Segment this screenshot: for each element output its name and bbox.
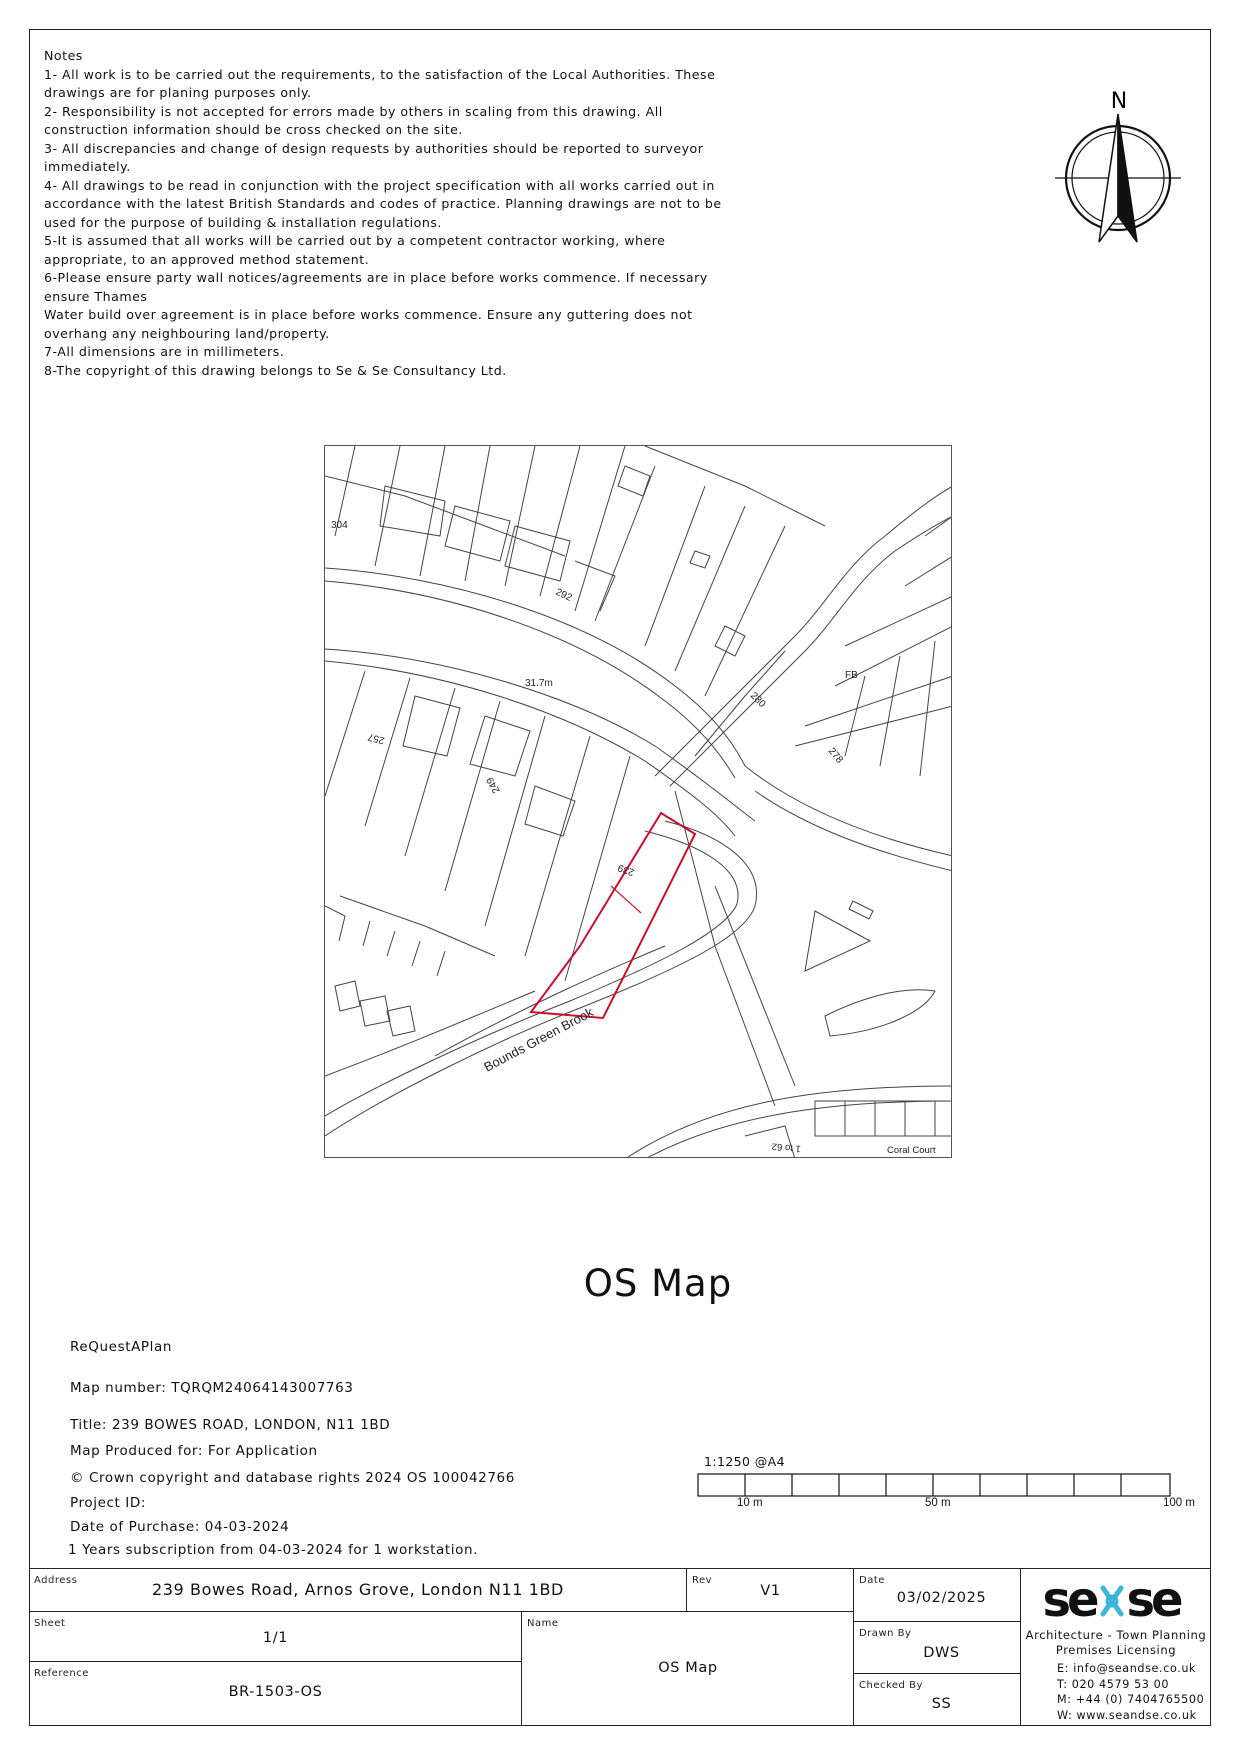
footbridge-line — [695, 651, 785, 756]
note-line: 7-All dimensions are in millimeters. — [44, 344, 285, 359]
note-line: immediately. — [44, 159, 131, 174]
date-label: Date — [859, 1575, 885, 1586]
note-line: 2- Responsibility is not accepted for errors made by others in scaling from this drawing. All — [44, 103, 663, 119]
name-cell — [522, 1612, 854, 1726]
rev-label: Rev — [692, 1575, 713, 1586]
checked-value: SS — [931, 1696, 952, 1712]
building — [849, 901, 873, 919]
purchase-date: Date of Purchase: 04-03-2024 — [70, 1519, 290, 1535]
drawn-value: DWS — [923, 1645, 960, 1661]
map-number: Map number: TQRQM24064143007763 — [70, 1380, 354, 1396]
plot-boundary — [845, 1101, 935, 1136]
road-edge — [325, 568, 745, 766]
label-brook: Bounds Green Brook — [481, 1004, 596, 1075]
drawn-cell — [854, 1622, 1021, 1674]
label-239: 239 — [616, 861, 637, 878]
road-edge — [325, 821, 757, 1136]
notes-heading: Notes — [44, 48, 83, 63]
provider: ReQuestAPlan — [70, 1339, 173, 1355]
note-line: used for the purpose of building & installation regulations. — [44, 214, 442, 230]
address-cell — [29, 1569, 687, 1612]
sheet-value: 1/1 — [262, 1630, 289, 1646]
produced-for: Map Produced for: For Application — [70, 1443, 318, 1459]
project-id: Project ID: — [70, 1495, 147, 1511]
company-logo — [1021, 1568, 1211, 1628]
scale-label: 1:1250 @A4 — [704, 1454, 785, 1469]
checked-label: Checked By — [859, 1680, 923, 1691]
reference-label: Reference — [34, 1668, 89, 1679]
label-257: 257 — [366, 730, 386, 746]
scale-tick-50: 50 m — [925, 1497, 951, 1509]
label-fb: FB — [845, 670, 858, 681]
sheet-label: Sheet — [34, 1618, 66, 1629]
logo-text-right: se — [1126, 1572, 1180, 1628]
plot-boundary — [325, 671, 630, 981]
label-249: 249 — [484, 775, 503, 795]
rev-cell — [687, 1569, 854, 1612]
company-telephone: T: 020 4579 53 00 — [1057, 1677, 1170, 1691]
subscription: 1 Years subscription from 04-03-2024 for 1 workstation. — [68, 1542, 479, 1558]
note-line: 3- All discrepancies and change of design requests by authorities should be reported to surveyor — [44, 140, 704, 156]
note-line: 8-The copyright of this drawing belongs to Se & Se Consultancy Ltd. — [44, 362, 507, 378]
building — [505, 526, 570, 581]
scale-bar — [697, 1473, 1171, 1497]
plot-boundary — [795, 596, 952, 746]
plot-boundary — [675, 791, 775, 1106]
company-tagline-1: Architecture - Town Planning — [1025, 1628, 1207, 1642]
site-boundary-inner — [611, 886, 641, 913]
scale-tick-10: 10 m — [737, 1497, 763, 1509]
date-cell — [854, 1569, 1021, 1622]
label-280: 280 — [747, 690, 768, 710]
plot-boundary — [340, 896, 495, 956]
building — [690, 551, 710, 568]
note-line: construction information should be cross checked on the site. — [44, 122, 463, 137]
name-label: Name — [527, 1618, 559, 1629]
north-label: N — [1110, 89, 1128, 114]
note-line: Water build over agreement is in place before works commence. Ensure any guttering does not — [44, 307, 693, 322]
name-value: OS Map — [658, 1660, 718, 1676]
address-value: 239 Bowes Road, Arnos Grove, London N11 1BD — [152, 1580, 564, 1599]
logo-text-left: se — [1042, 1572, 1096, 1628]
plot-boundary — [325, 906, 445, 976]
sheet-cell — [29, 1612, 522, 1662]
plot-boundary — [905, 516, 952, 586]
road-edge — [755, 791, 952, 871]
note-line: drawings are for planing purposes only. — [44, 85, 312, 100]
building — [715, 626, 745, 656]
reference-cell — [29, 1662, 522, 1726]
note-line: overhang any neighbouring land/property. — [44, 325, 330, 341]
footbridge-line — [655, 486, 952, 776]
company-email[interactable]: E: info@seandse.co.uk — [1057, 1662, 1197, 1675]
label-304: 304 — [331, 520, 348, 531]
label-278: 278 — [825, 745, 845, 766]
road-edge — [745, 766, 952, 856]
north-arrow-icon — [1050, 88, 1186, 248]
traffic-island — [825, 990, 935, 1036]
plot-boundary — [595, 466, 785, 696]
date-value: 03/02/2025 — [896, 1590, 987, 1606]
building — [470, 716, 530, 776]
plot-boundary — [715, 886, 795, 1086]
label-292: 292 — [553, 586, 574, 604]
note-line: 6-Please ensure party wall notices/agreements are in place before works commence. If necessary — [44, 270, 708, 285]
traffic-island — [805, 911, 870, 971]
plot-boundary — [335, 446, 625, 611]
drawn-label: Drawn By — [859, 1628, 912, 1639]
company-mobile: M: +44 (0) 7404765500 — [1057, 1693, 1205, 1706]
building — [335, 981, 360, 1011]
label-height: 31.7m — [525, 678, 553, 689]
note-line: 4- All drawings to be read in conjunction with the project specification with all works carried out in — [44, 177, 715, 193]
map-title: Title: 239 BOWES ROAD, LONDON, N11 1BD — [70, 1417, 391, 1433]
plot-boundary — [645, 446, 825, 526]
os-map — [324, 445, 952, 1158]
company-tagline-2: Premises Licensing — [1055, 1643, 1177, 1657]
rev-value: V1 — [760, 1583, 781, 1599]
site-boundary — [531, 813, 695, 1018]
note-line: appropriate, to an approved method statement. — [44, 251, 370, 267]
copyright: © Crown copyright and database rights 2024 OS 100042766 — [70, 1470, 515, 1486]
note-line: 5-It is assumed that all works will be carried out by a competent contractor working, where — [44, 233, 666, 248]
building — [360, 996, 390, 1026]
notes-block — [44, 47, 764, 380]
note-line: ensure Thames — [44, 288, 148, 304]
building — [403, 696, 460, 756]
company-block — [1021, 1568, 1211, 1726]
note-line: 1- All work is to be carried out the requirements, to the satisfaction of the Local Authorities. These — [44, 66, 716, 82]
scale-tick-100: 100 m — [1163, 1497, 1195, 1509]
label-1-to-62: 1 to 62 — [771, 1140, 802, 1154]
label-coral-court: Coral Court — [887, 1145, 936, 1156]
drawing-title: OS Map — [583, 1262, 733, 1305]
checked-cell — [854, 1674, 1021, 1726]
address-label: Address — [34, 1575, 78, 1586]
company-website[interactable]: W: www.seandse.co.uk — [1057, 1708, 1197, 1722]
reference-value: BR-1503-OS — [228, 1684, 323, 1700]
note-line: accordance with the latest British Standards and codes of practice. Planning drawings are not to be — [44, 196, 722, 211]
plot-boundary — [845, 641, 935, 776]
building — [387, 1006, 415, 1036]
